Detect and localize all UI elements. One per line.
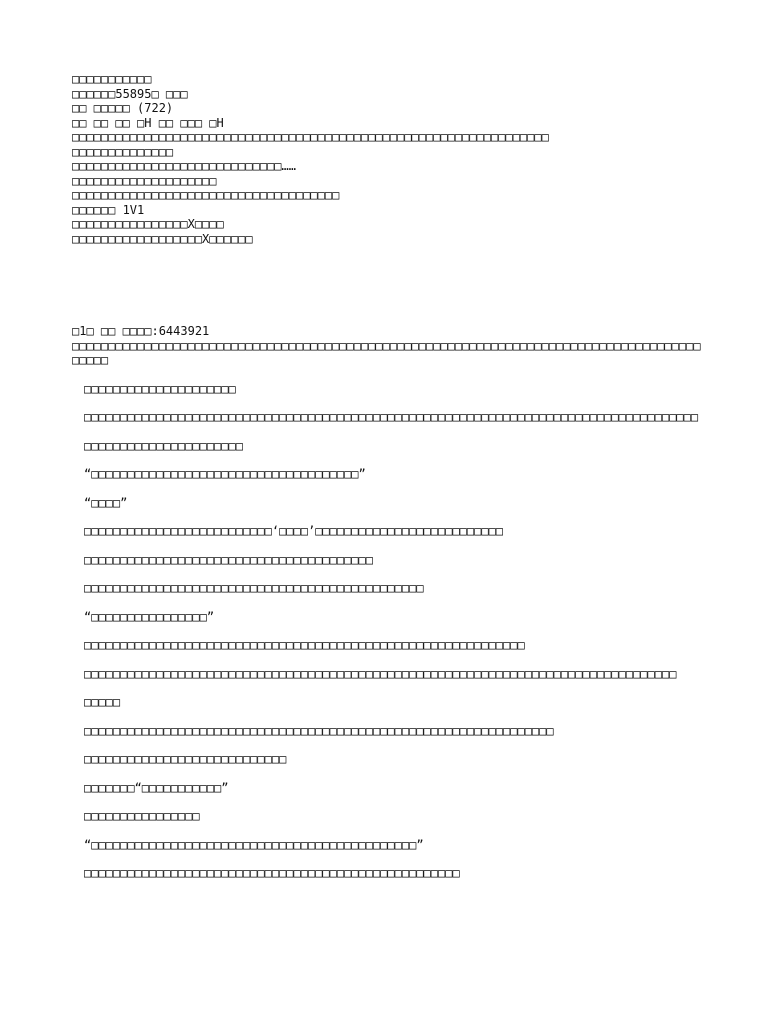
paragraph: “□□□□□□□□□□□□□□□□□□□□□□□□□□□□□□□□□□□□□” <box>84 467 366 481</box>
paragraph: □□□□□□□□□□□□□□□□□□□□□□□□□□‘□□□□’□□□□□□□□□□□□□□□□□□□□□□□□□□ <box>84 524 504 538</box>
paragraph: □□□□□ <box>84 695 121 709</box>
paragraph: □□□□□□□□□□□□□□□□□□□□□□□□□□□□□□□□□□□□□□□□□□□□□□□ <box>84 581 424 595</box>
document-page <box>72 72 702 881</box>
header-line: □□□□□□ 1V1 <box>72 202 145 217</box>
chapter-heading: □1□ □□ □□□□:6443921 <box>72 324 210 338</box>
paragraph: □□□□□□□□□□□□□□□□□□□□□□□□□□□□□□□□□□□□□□□□ <box>84 552 373 567</box>
paragraph: □□□□□□□□□□□□□□□□□□□□□□□□□□□□□□□□□□□□□□□□□□□□□□□□□□□□□□□□□□□□□□□□□ <box>84 723 554 738</box>
paragraph: “□□□□□□□□□□□□□□□□” <box>84 609 215 624</box>
paragraph: □□□□□□□□□□□□□□□□□□□□□ <box>84 381 236 396</box>
header-line: □□□□□□□□□□□□□□□□□□X□□□□□□ <box>72 231 253 246</box>
header-line: □□□□□□□□□□□□□□□□□□□□□□□□□□□□□…… <box>72 159 296 173</box>
header-line: □□□□□□□□□□□□□□ <box>72 144 174 159</box>
paragraph: “□□□□□□□□□□□□□□□□□□□□□□□□□□□□□□□□□□□□□□□□□□□□□” <box>84 837 424 852</box>
header-line: □□□□□□□□□□□□□□□□□□□□□□□□□□□□□□□□□□□□□ <box>72 188 340 202</box>
document-header <box>72 72 702 246</box>
header-line: □□□□□□□□□□□□□□□□X□□□□ <box>72 217 224 231</box>
header-line: □□□□□□□□□□□□□□□□□□□□□□□□□□□□□□□□□□□□□□□□□□□□□□□□□□□□□□□□□□□□□□□□□□ <box>72 130 549 144</box>
paragraph: □□□□□□□“□□□□□□□□□□□” <box>84 780 229 795</box>
paragraph: □□□□□□□□□□□□□□□□□□□□□□□□□□□□ <box>84 752 287 766</box>
chapter-body <box>72 324 702 881</box>
header-line: □□□□□□□□□□□ <box>72 72 152 86</box>
paragraph: “□□□□” <box>84 495 128 510</box>
header-line: □□ □□ □□ □H □□ □□□ □H <box>72 115 224 130</box>
paragraph: □□□□□□□□□□□□□□□□□□□□□□ <box>84 438 243 453</box>
chapter-intro: □□□□□□□□□□□□□□□□□□□□□□□□□□□□□□□□□□□□□□□□□□□□□□□□□□□□□□□□□□□□□□□□□□□□□□□□□□□□□□□□□□□□□□□□□□□□ <box>72 338 701 367</box>
header-line: □□□□□□55895□ □□□ <box>72 86 188 101</box>
paragraph: □□□□□□□□□□□□□□□□□□□□□□□□□□□□□□□□□□□□□□□□□□□□□□□□□□□□□□□□□□□□□ <box>84 638 525 652</box>
header-line: □□ □□□□□ (722) <box>72 101 174 115</box>
paragraph: □□□□□□□□□□□□□□□□□□□□□□□□□□□□□□□□□□□□□□□□□□□□□□□□□□□□□□□□□□□□□□□□□□□□□□□□□□□□□□□□□□□□□ <box>84 410 699 424</box>
header-line: □□□□□□□□□□□□□□□□□□□□ <box>72 173 217 188</box>
paragraph: □□□□□□□□□□□□□□□□□□□□□□□□□□□□□□□□□□□□□□□□□□□□□□□□□□□□ <box>84 866 460 880</box>
paragraph: □□□□□□□□□□□□□□□□□□□□□□□□□□□□□□□□□□□□□□□□□□□□□□□□□□□□□□□□□□□□□□□□□□□□□□□□□□□□□□□□□□ <box>84 666 677 681</box>
paragraph: □□□□□□□□□□□□□□□□ <box>84 809 200 823</box>
